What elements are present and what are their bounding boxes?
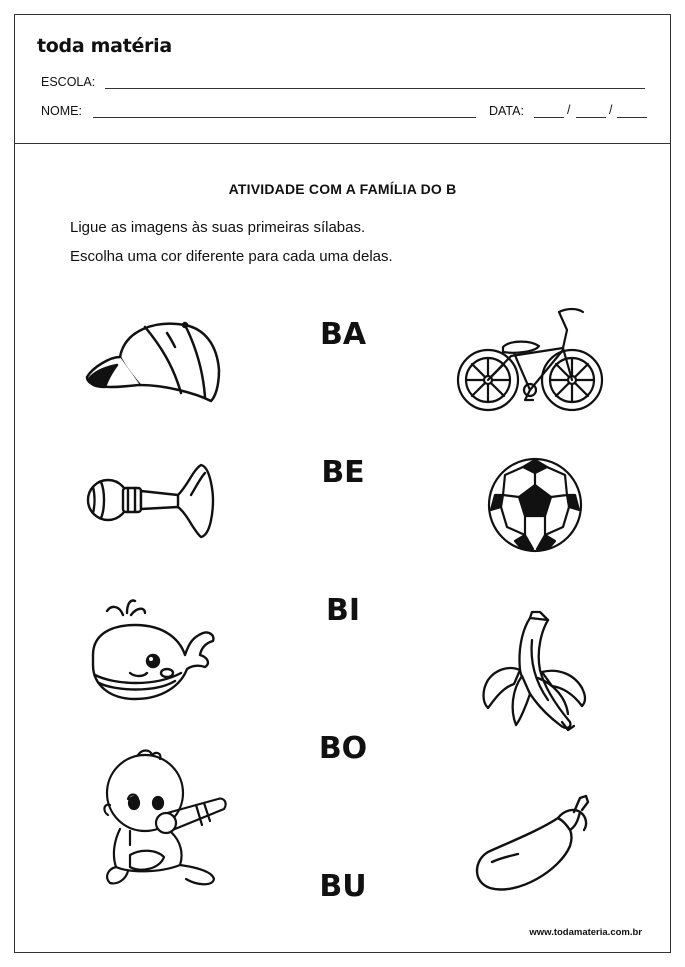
instruction-line: Escolha uma cor diferente para cada uma delas. (70, 248, 393, 265)
syllable-bo: BO (318, 731, 368, 766)
date-separator: / (609, 103, 613, 117)
name-field[interactable] (93, 117, 476, 118)
date-separator: / (567, 103, 571, 117)
syllable-ba: BA (319, 317, 367, 352)
syllable-be: BE (321, 455, 365, 490)
date-label: DATA: (489, 104, 524, 118)
soccer-ball-icon (485, 455, 585, 555)
date-day-field[interactable] (534, 117, 564, 118)
school-field[interactable] (105, 88, 645, 89)
banana-icon (470, 610, 600, 750)
eggplant-icon (470, 790, 600, 900)
header (15, 15, 670, 144)
syllable-bu: BU (319, 869, 367, 904)
baby-icon (100, 745, 230, 905)
syllable-bi: BI (325, 593, 361, 628)
footer-url[interactable]: www.todamateria.com.br (529, 927, 642, 938)
date-year-field[interactable] (617, 117, 647, 118)
page-title: ATIVIDADE COM A FAMÍLIA DO B (228, 181, 457, 197)
logo: toda matéria (37, 35, 172, 57)
date-month-field[interactable] (576, 117, 606, 118)
instruction-line: Ligue as imagens às suas primeiras sílabas. (70, 219, 366, 236)
worksheet (14, 14, 671, 953)
horn-icon (83, 455, 218, 545)
bicycle-icon (455, 300, 605, 425)
whale-icon (85, 595, 220, 705)
school-label: ESCOLA: (41, 75, 96, 89)
cap-icon (85, 315, 225, 405)
name-label: NOME: (41, 104, 82, 118)
